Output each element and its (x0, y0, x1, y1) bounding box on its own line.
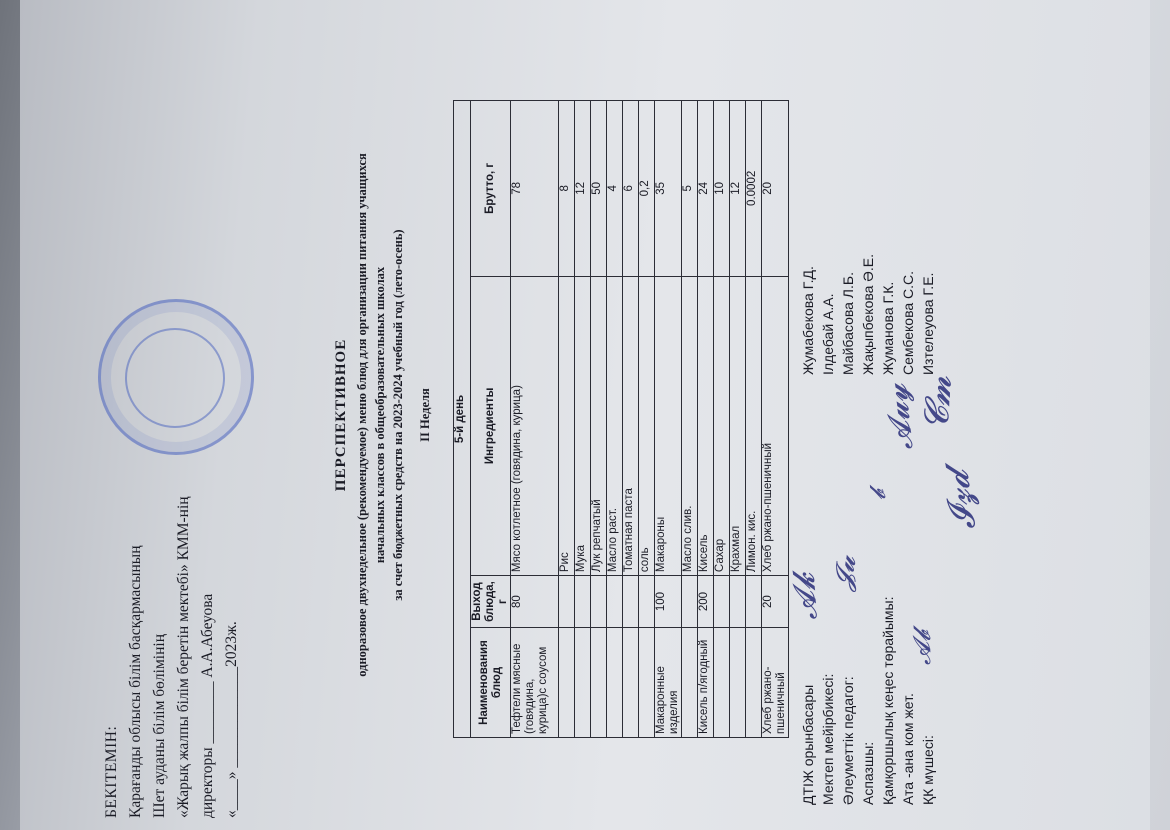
header-yield: Выход блюда, г (471, 576, 511, 628)
table-row (607, 101, 623, 738)
signer-name: Жумабекова Г.Д. (800, 266, 816, 375)
yield-cell (559, 576, 575, 628)
brutto-cell: 10 (714, 101, 730, 277)
ingredient-cell: Крахмал (730, 276, 746, 575)
signer-name: Жуманова Г.К. (880, 281, 896, 375)
yield-cell (746, 576, 762, 628)
signer-row (838, 25, 858, 805)
ingredient-cell: Сахар (714, 276, 730, 575)
yield-cell (623, 576, 639, 628)
table-row (511, 101, 559, 738)
table-row (575, 101, 591, 738)
brutto-cell: 20 (762, 101, 789, 277)
brutto-cell: 8 (559, 101, 575, 277)
table-row (730, 101, 746, 738)
dish-cell (575, 628, 591, 738)
title-line-3: за счет бюджетных средств на 2023-2024 учебный год (лето-осень) (391, 229, 405, 601)
signer-name: Ілдебай А.А. (820, 293, 836, 375)
table-row (682, 101, 698, 738)
table-row (698, 101, 714, 738)
ingredient-cell: Кисель (698, 276, 714, 575)
dish-cell (607, 628, 623, 738)
document-page (40, 0, 1120, 830)
dish-cell (746, 628, 762, 738)
approval-year: _____________2023ж. (223, 621, 240, 768)
signer-role: Мектеп мейірбикесі: (820, 673, 836, 805)
yield-cell (607, 576, 623, 628)
title-line-2: начальных классов в общеобразовательных школах (373, 266, 387, 564)
signer-row (798, 25, 818, 805)
ingredient-cell: Рис (559, 276, 575, 575)
table-row (591, 101, 607, 738)
signer-name: Жақыпбекова Ә.Е. (860, 254, 876, 375)
brutto-cell: 24 (698, 101, 714, 277)
approval-director-line (196, 258, 220, 818)
signature-6: 𝓒𝓶 (916, 374, 960, 432)
approval-date-line (220, 258, 244, 818)
signer-role: Қамқоршылық кеңес төрайымы: (880, 596, 896, 805)
signer-row (818, 25, 838, 805)
table-row (559, 101, 575, 738)
yield-cell (730, 576, 746, 628)
ingredient-cell: Лук репчатый (591, 276, 607, 575)
ingredient-cell: Лимон. кис. (746, 276, 762, 575)
brutto-cell: 6 (623, 101, 639, 277)
brutto-cell: 35 (655, 101, 682, 277)
dish-cell (730, 628, 746, 738)
dish-cell (714, 628, 730, 738)
table-row (714, 101, 730, 738)
header-brutto: Брутто, г (471, 101, 511, 277)
signer-name: Майбасова Л.Б. (840, 272, 856, 375)
ingredient-cell: Масло слив. (682, 276, 698, 575)
header-ingredients: Ингредиенты (471, 276, 511, 575)
yield-cell: 20 (762, 576, 789, 628)
ingredient-cell: Мясо котлетное (говядина, курица) (511, 276, 559, 575)
yield-cell: 80 (511, 576, 559, 628)
signature-3: 𝓫 (866, 488, 891, 500)
yield-cell: 100 (655, 576, 682, 628)
signer-role: Ата -ана ком жет. (900, 693, 916, 805)
signature-7: 𝓘𝔃𝓭 (936, 467, 984, 533)
header-row (471, 101, 511, 738)
dish-cell (639, 628, 655, 738)
table-row (655, 101, 682, 738)
ingredient-cell: Масло раст. (607, 276, 623, 575)
yield-cell (714, 576, 730, 628)
approval-line-1: Қарағанды облысы білім басқармасының (127, 545, 144, 818)
dish-cell (623, 628, 639, 738)
approval-heading: БЕКІТЕМІН: (103, 725, 120, 818)
signer-role: ҚК мүшесі: (920, 735, 936, 805)
director-prefix: директоры (199, 747, 216, 818)
week-label: II Неделя (418, 388, 432, 442)
brutto-cell: 5 (682, 101, 698, 277)
signer-name: Изтелеуова Г.Е. (920, 272, 936, 375)
ingredient-cell: Мука (575, 276, 591, 575)
header-dish: Наименования блюд (471, 628, 511, 738)
dish-cell: Тефтели мясные (говядина, курица)с соусом (511, 628, 559, 738)
ingredient-cell: Томатная паста (623, 276, 639, 575)
yield-cell (682, 576, 698, 628)
director-signature-line: ________ (199, 681, 216, 744)
brutto-cell: 4 (607, 101, 623, 277)
signer-role: Аспазшы: (860, 741, 876, 805)
approval-block (100, 258, 244, 818)
brutto-cell: 12 (575, 101, 591, 277)
table-row (762, 101, 789, 738)
signature-5: 𝓐𝓫 (908, 629, 936, 665)
ingredient-cell: соль (639, 276, 655, 575)
signature-2: 𝓙𝓾 (827, 553, 863, 593)
dish-cell: Хлеб ржано-пшеничный (762, 628, 789, 738)
brutto-cell: 0,2 (639, 101, 655, 277)
yield-cell (639, 576, 655, 628)
signer-role: Әлеуметтік педагог: (840, 676, 856, 805)
brutto-cell: 78 (511, 101, 559, 277)
signer-name: Сембекова С.С. (900, 270, 916, 375)
title-block (333, 20, 407, 810)
title-line-1: одноразовое двухнедельное (рекомендуемое) меню блюд для организации питания учащихся (355, 153, 369, 677)
menu-table (453, 100, 789, 738)
dish-cell (682, 628, 698, 738)
day-row (454, 101, 471, 738)
dish-cell (559, 628, 575, 738)
yield-cell (591, 576, 607, 628)
ingredient-cell: Хлеб ржано-пшеничный (762, 276, 789, 575)
brutto-cell: 50 (591, 101, 607, 277)
dish-cell (591, 628, 607, 738)
approval-line-2: Шет ауданы білім бөлімінің (151, 634, 168, 818)
dish-cell: Кисель п/ягодный (698, 628, 714, 738)
date-prefix: «____» (223, 771, 240, 818)
brutto-cell: 12 (730, 101, 746, 277)
yield-cell: 200 (698, 576, 714, 628)
table-row (746, 101, 762, 738)
table-row (639, 101, 655, 738)
signature-4: 𝓐𝓾𝔂 (878, 382, 921, 452)
ingredient-cell: Макароны (655, 276, 682, 575)
director-name: А.А.Абеуова (199, 593, 216, 678)
menu-body (511, 101, 789, 738)
day-label: 5-й день (454, 101, 471, 738)
signer-role: ДТІЖ орынбасары (800, 684, 816, 805)
signer-row (858, 25, 878, 805)
approval-line-3: «Жарық жалпы білім беретін мектебі» КММ-нің (175, 496, 192, 818)
brutto-cell: 0.0002 (746, 101, 762, 277)
document-title: ПЕРСПЕКТИВНОЕ (333, 338, 349, 492)
table-row (623, 101, 639, 738)
signature-1: 𝓐𝓴 (786, 571, 825, 622)
yield-cell (575, 576, 591, 628)
dish-cell: Макаронные изделия (655, 628, 682, 738)
